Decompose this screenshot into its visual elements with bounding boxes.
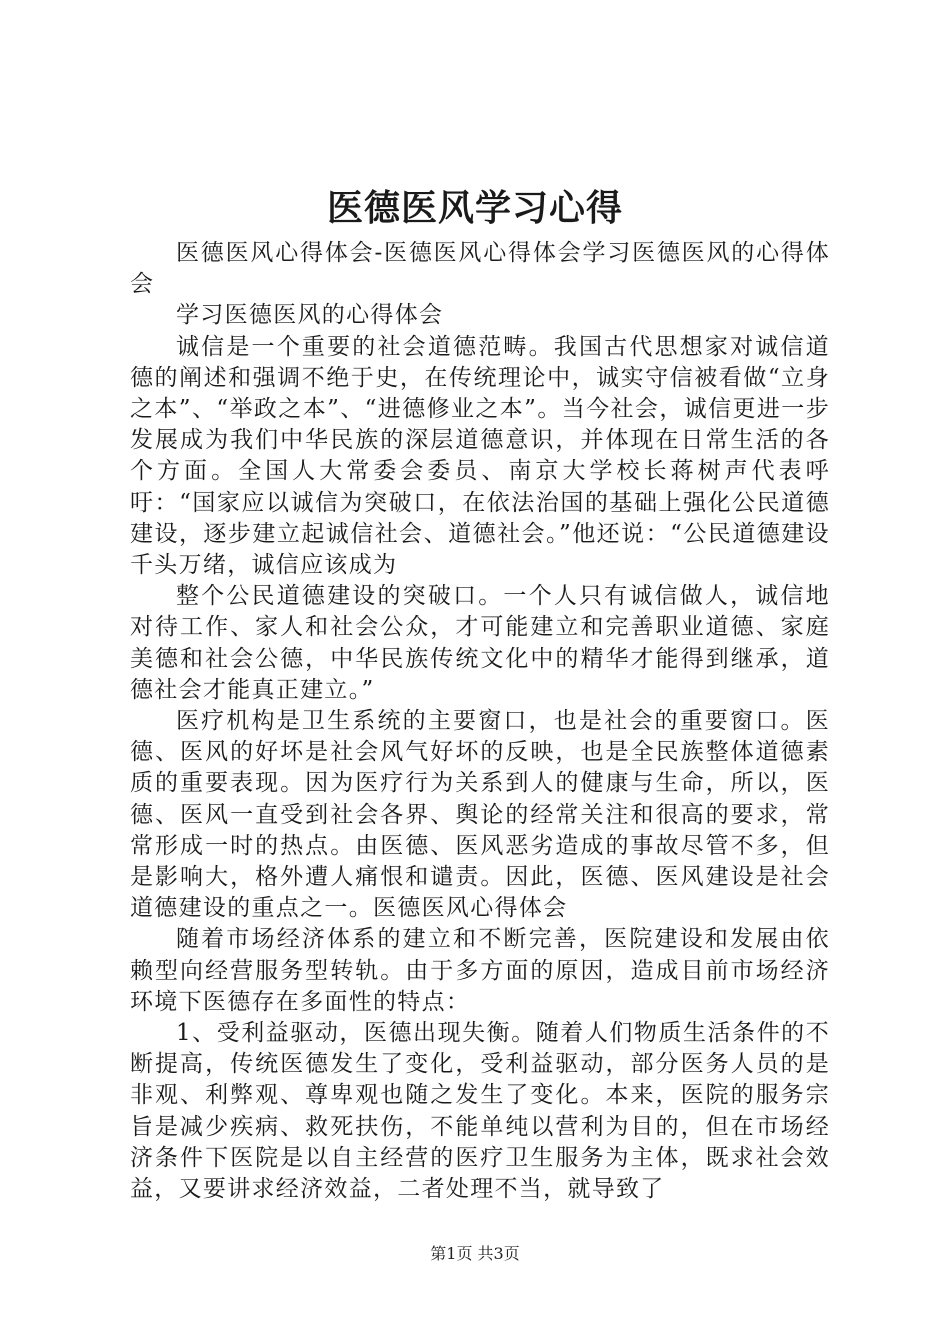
paragraph-medical-institutions: 医疗机构是卫生系统的主要窗口，也是社会的重要窗口。医德、医风的好坏是社会风气好坏的反映，也是全民族整体道德素质的重要表现。因为医疗行为关系到人的健康与生命，所以，医德、医风一直受到社会各界、舆论的经常关注和很高的要求，常常形成一时的热点。由医德、医风恶劣造成的事故尽管不多，但是影响大，格外遭人痛恨和谴责。因此，医德、医风建设是社会道德建设的重点之一。医德医风心得体会 — [130, 708, 830, 922]
paragraph-subtitle: 医德医风心得体会-医德医风心得体会学习医德医风的心得体会 — [130, 240, 830, 298]
document-title: 医德医风学习心得 — [326, 187, 623, 229]
page-footer: 第1页 共3页 — [430, 1244, 520, 1263]
paragraph-integrity-continued: 整个公民道德建设的突破口。一个人只有诚信做人，诚信地对待工作、家人和社会公众，才可能建立和完善职业道德、家庭美德和社会公德，中华民族传统文化中的精华才能得到继承，道德社会才能真正建立。” — [130, 583, 830, 703]
paragraph-heading: 学习医德医风的心得体会 — [176, 302, 444, 329]
paragraph-market-economy: 随着市场经济体系的建立和不断完善，医院建设和发展由依赖型向经营服务型转轨。由于多方面的原因，造成目前市场经济环境下医德存在多面性的特点： — [130, 926, 830, 1015]
paragraph-point-one: 1、受利益驱动，医德出现失衡。随着人们物质生活条件的不断提高，传统医德发生了变化，受利益驱动，部分医务人员的是非观、利弊观、尊卑观也随之发生了变化。本来，医院的服务宗旨是减少疾病、救死扶伤，不能单纯以营利为目的，但在市场经济条件下医院是以自主经营的医疗卫生服务为主体，既求社会效益，又要讲求经济效益，二者处理不当，就导致了 — [130, 1020, 830, 1203]
paragraph-integrity: 诚信是一个重要的社会道德范畴。我国古代思想家对诚信道德的阐述和强调不绝于史，在传统理论中，诚实守信被看做“立身之本”、“举政之本”、“进德修业之本”。当今社会，诚信更进一步发展成为我们中华民族的深层道德意识，并体现在日常生活的各个方面。全国人大常委会委员、南京大学校长蒋树声代表呼吁：“国家应以诚信为突破口，在依法治国的基础上强化公民道德建设，逐步建立起诚信社会、道德社会。”他还说：“公民道德建设千头万绪，诚信应该成为 — [130, 333, 830, 579]
document-body — [130, 238, 830, 1205]
